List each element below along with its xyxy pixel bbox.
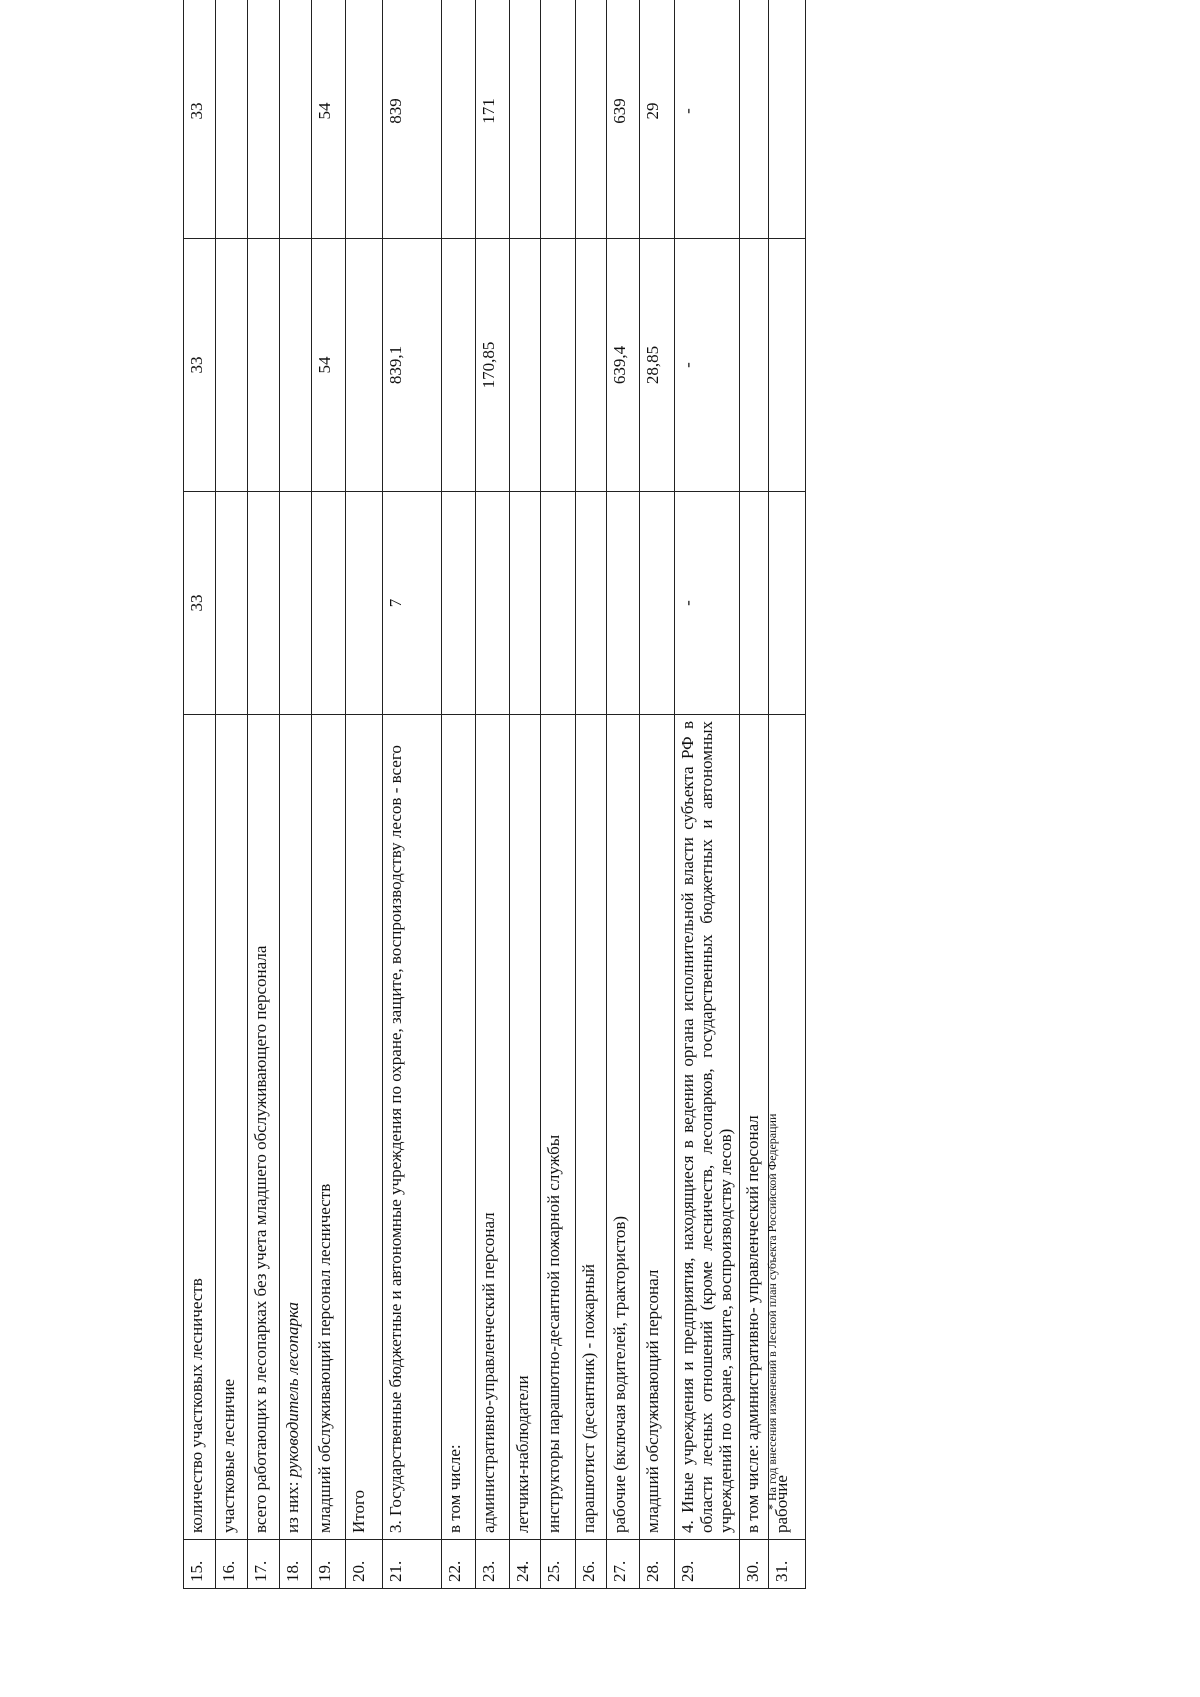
table-row	[184, 0, 216, 1589]
row-number: 23.	[476, 1540, 510, 1589]
table-row	[607, 0, 640, 1589]
value-col-1	[312, 492, 346, 715]
row-number: 26.	[576, 1540, 607, 1589]
value-col-2: 54	[312, 239, 346, 492]
table-row	[510, 0, 541, 1589]
value-col-3: -	[675, 0, 740, 239]
value-col-3: 639	[607, 0, 640, 239]
row-number: 30.	[740, 1540, 769, 1589]
row-number: 18.	[280, 1540, 312, 1589]
row-number: 17.	[248, 1540, 280, 1589]
value-col-2	[510, 239, 541, 492]
value-col-3	[740, 0, 769, 239]
value-col-1	[248, 492, 280, 715]
row-number: 21.	[383, 1540, 442, 1589]
row-label: всего работающих в лесопарках без учета младшего обслуживающего персонала	[248, 715, 280, 1540]
row-label: младший обслуживающий персонал	[640, 715, 675, 1540]
value-col-2: 170,85	[476, 239, 510, 492]
value-col-1	[510, 492, 541, 715]
value-col-2: 639,4	[607, 239, 640, 492]
value-col-3: 54	[312, 0, 346, 239]
value-col-1: 7	[383, 492, 442, 715]
value-col-3	[346, 0, 383, 239]
value-col-3	[216, 0, 248, 239]
row-label-prefix: из них:	[283, 1477, 302, 1533]
row-label: инструкторы парашютно-десантной пожарной службы	[541, 715, 576, 1540]
value-col-3	[769, 0, 806, 239]
value-col-1	[280, 492, 312, 715]
value-col-2	[346, 239, 383, 492]
row-label: парашютист (десантник) - пожарный	[576, 715, 607, 1540]
value-col-1	[740, 492, 769, 715]
value-col-1	[476, 492, 510, 715]
row-label: в том числе:	[442, 715, 476, 1540]
table-row	[640, 0, 675, 1589]
value-col-3	[541, 0, 576, 239]
value-col-3	[442, 0, 476, 239]
value-col-2	[541, 239, 576, 492]
row-label: участковые лесничие	[216, 715, 248, 1540]
value-col-3: 33	[184, 0, 216, 239]
table-row	[576, 0, 607, 1589]
value-col-3: 839	[383, 0, 442, 239]
row-number: 19.	[312, 1540, 346, 1589]
value-col-2	[248, 239, 280, 492]
table-row	[312, 0, 346, 1589]
value-col-2	[740, 239, 769, 492]
row-label: рабочие	[769, 715, 806, 1540]
table-row	[216, 0, 248, 1589]
row-label: Итого	[346, 715, 383, 1540]
row-number: 28.	[640, 1540, 675, 1589]
row-label: 4. Иные учреждения и предприятия, находящиеся в ведении органа исполнительной власти субъекта РФ в области лесных отношений (кроме лесничеств, лесопарков, государственных бюджетных и автономных учреждений по охране, защите, воспроизводству лесов)	[675, 715, 740, 1540]
value-col-1: 33	[184, 492, 216, 715]
row-label: в том числе: административно- управленческий персонал	[740, 715, 769, 1540]
value-col-1	[541, 492, 576, 715]
row-label: количество участковых лесничеств	[184, 715, 216, 1540]
table-row	[346, 0, 383, 1589]
row-label	[280, 715, 312, 1540]
row-number: 20.	[346, 1540, 383, 1589]
row-number: 15.	[184, 1540, 216, 1589]
row-number: 16.	[216, 1540, 248, 1589]
value-col-2: -	[675, 239, 740, 492]
value-col-1	[576, 492, 607, 715]
row-label-italic: руководитель лесопарка	[283, 1302, 302, 1478]
value-col-1	[640, 492, 675, 715]
row-label: летчики-наблюдатели	[510, 715, 541, 1540]
row-number: 27.	[607, 1540, 640, 1589]
value-col-3: 29	[640, 0, 675, 239]
staffing-table	[183, 0, 806, 1589]
value-col-2: 839,1	[383, 239, 442, 492]
value-col-1	[442, 492, 476, 715]
footnote: * На год внесения изменений в Лесной план субъекта Российской Федерации	[765, 1113, 779, 1510]
value-col-3	[280, 0, 312, 239]
value-col-1: -	[675, 492, 740, 715]
row-label: административно-управленческий персонал	[476, 715, 510, 1540]
value-col-3	[248, 0, 280, 239]
row-label: 3. Государственные бюджетные и автономные учреждения по охране, защите, воспроизводству лесов - всего	[383, 715, 442, 1540]
value-col-1	[216, 492, 248, 715]
value-col-2	[442, 239, 476, 492]
value-col-3: 171	[476, 0, 510, 239]
table-row	[383, 0, 442, 1589]
value-col-2: 33	[184, 239, 216, 492]
value-col-1	[607, 492, 640, 715]
table-row	[248, 0, 280, 1589]
row-number: 25.	[541, 1540, 576, 1589]
value-col-1	[769, 492, 806, 715]
table-row	[442, 0, 476, 1589]
value-col-2	[576, 239, 607, 492]
row-number: 31.	[769, 1540, 806, 1589]
value-col-2	[280, 239, 312, 492]
value-col-1	[346, 492, 383, 715]
value-col-2	[769, 239, 806, 492]
table-row	[541, 0, 576, 1589]
table-row	[476, 0, 510, 1589]
row-label: рабочие (включая водителей, трактористов)	[607, 715, 640, 1540]
row-number: 22.	[442, 1540, 476, 1589]
value-col-2	[216, 239, 248, 492]
table-row	[280, 0, 312, 1589]
row-number: 29.	[675, 1540, 740, 1589]
value-col-3	[576, 0, 607, 239]
value-col-2: 28,85	[640, 239, 675, 492]
row-label: младший обслуживающий персонал лесничеств	[312, 715, 346, 1540]
row-number: 24.	[510, 1540, 541, 1589]
table-row	[675, 0, 740, 1589]
value-col-3	[510, 0, 541, 239]
